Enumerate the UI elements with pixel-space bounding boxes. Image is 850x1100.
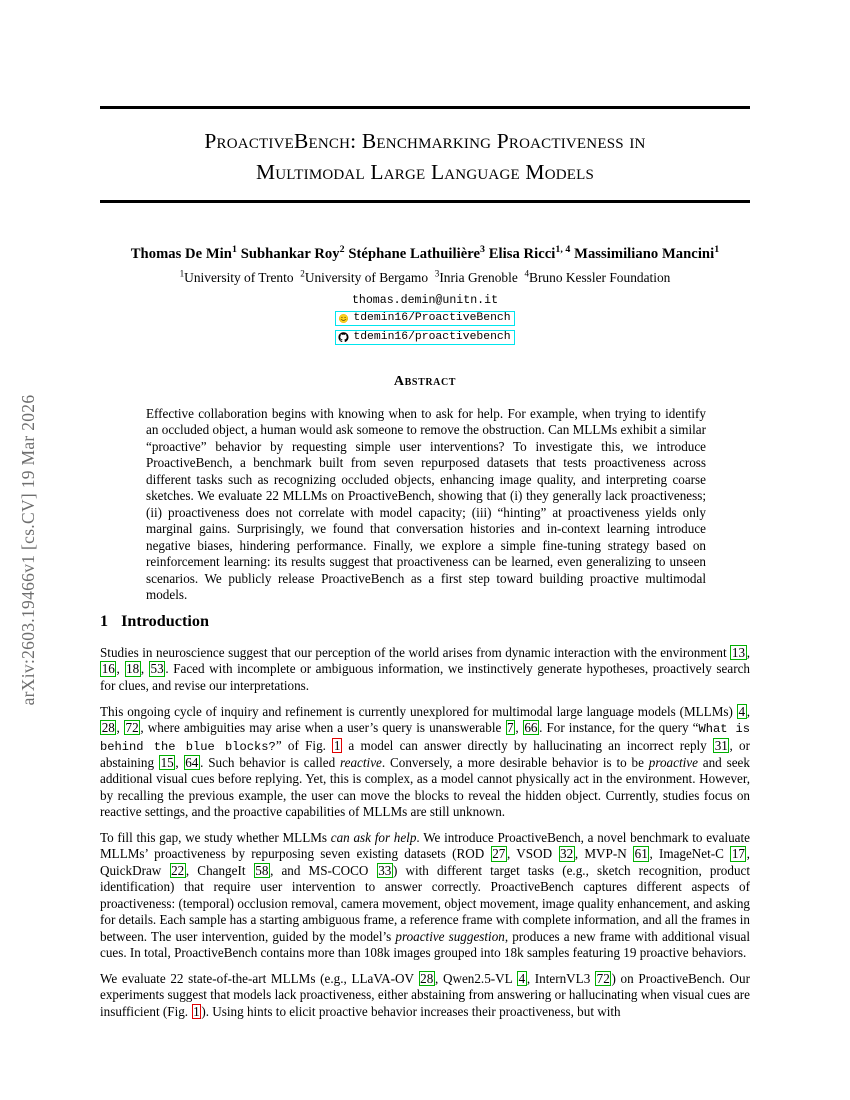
citation-ref[interactable]: 4	[738, 703, 746, 719]
title-line-2: Multimodal Large Language Models	[255, 160, 595, 184]
abstract-body: Effective collaboration begins with knowing when to ask for help. For example, when trying to identify an occluded object, a human would ask someone to remove the obstruction. Can MLLMs exhibit a similar “proactive” behavior by requesting simple user interventions? To investigate this, we introduce ProactiveBench, a benchmark built from seven repurposed datasets that tests proactiveness across different tasks such as recognizing occluded objects, enhancing image quality, and interpreting coarse sketches. We evaluate 22 MLLMs on ProactiveBench, showing that (i) they generally lack proactiveness; (ii) proactiveness does not correlate with model capacity; (iii) “hinting” at proactiveness yields only marginal gains. Surprisingly, we found that conversation histories and in-context learning introduce negative biases, hindering performance. Finally, we explore a simple fine-tuning strategy based on reinforcement learning: its results suggest that proactiveness can be learned, even generalizing to unseen scenarios. We publicly release ProactiveBench as a first step toward building proactive multimodal models.	[146, 406, 706, 602]
paragraph-4	[100, 971, 750, 1020]
abstract-heading: Abstract	[393, 374, 457, 389]
p3-text-i: ) with different target tasks (e.g., sketch recognition, product identification) that require user intervention to answer correctly. ProactiveBench captures different aspects of proactiveness: (temporal) occlusion removal, camera movement, object movement, image quality enhancement, and asking for details. Each sample has a starting ambiguous frame, a reference frame with complete information, and all the frames in between. The user intervention, guided by the model’s	[100, 862, 750, 944]
term-can-ask-for-help: can ask for help	[330, 830, 417, 846]
citation-ref[interactable]: 66	[524, 720, 538, 736]
affil-3-name: Inria Grenoble	[439, 270, 518, 285]
github-badge-label: tdemin16/proactivebench	[353, 331, 511, 343]
citation-ref[interactable]: 22	[171, 862, 185, 878]
citation-ref[interactable]: 53	[150, 661, 164, 677]
huggingface-badge-link[interactable]	[335, 311, 514, 326]
p2-text-h: . Conversely, a more desirable behavior is to be	[381, 754, 649, 770]
author-3: Stéphane Lathuilière	[348, 246, 481, 262]
citation-ref[interactable]: 16	[101, 661, 115, 677]
page-title	[100, 126, 750, 188]
figure-ref[interactable]: 1	[333, 737, 341, 753]
example-query-text: What is behind the blue blocks?	[100, 722, 751, 754]
citation-ref[interactable]: 4	[518, 970, 526, 986]
citation-ref[interactable]: 27	[492, 846, 506, 862]
affil-1-name: University of Trento	[184, 270, 294, 285]
p1-text-a: Studies in neuroscience suggest that our perception of the world arises from dynamic interaction with the environment	[100, 645, 731, 660]
term-proactive: proactive	[648, 754, 698, 770]
affil-2-name: University of Bergamo	[304, 270, 429, 285]
section-title: Introduction	[121, 612, 209, 630]
p3-text-g: , ChangeIt	[185, 862, 254, 878]
p3-text-j: , produces a new frame with additional visual cues. In total, ProactiveBench contains more than 108k images grouped into 18k samples featuring 19 proactive behaviors.	[100, 928, 750, 960]
author-list	[100, 246, 750, 263]
figure-ref[interactable]: 1	[193, 1003, 200, 1019]
term-proactive-suggestion: proactive suggestion	[395, 928, 505, 944]
author-2-affil: 2	[339, 244, 345, 256]
paragraph-2: This ongoing cycle of inquiry and refinement is currently unexplored for multimodal large language models (MLLMs) 4 , 28 , 72 , where ambiguities may arise when a user’s query is unanswerable 7 , 66 . For instance, for the query “What is behind the blue blocks?” of Fig. 1 a model can answer directly by hallucinating an incorrect reply 31 , or abstaining 15 , 64 . Such behavior is called reactive. Conversely, a more desirable behavior is to be proactive and seek additional visual cues before replying. Yet, this is complex, as a model cannot physically act in the environment. However, by recalling the previous example, the user can move the blocks to reveal the hidden object. Currently, studies focus on reactive settings, and the proactive capabilities of MLLMs are still unknown.	[100, 703, 751, 820]
p2-text-i: and seek additional visual cues before replying. Yet, this is complex, as a model cannot physically act in the environment. However, by recalling the previous example, the user can move the blocks to reveal the hidden object. Currently, studies focus on reactive settings, and the proactive capabilities of MLLMs are still unknown.	[100, 754, 750, 820]
term-reactive: reactive	[340, 754, 382, 770]
contact-email[interactable]: thomas.demin@unitn.it	[351, 294, 499, 307]
citation-ref[interactable]: 32	[560, 846, 574, 862]
p3-text-c: , VSOD	[507, 846, 559, 862]
p3-text-h: , and MS-COCO	[270, 862, 377, 878]
citation-ref[interactable]: 58	[255, 862, 269, 878]
affil-2-marker: 2	[300, 268, 305, 279]
p4-text-c: , InternVL3	[526, 970, 595, 986]
p2-text-d: ” of Fig.	[275, 737, 333, 753]
p4-text-b: , Qwen2.5-VL	[434, 970, 517, 986]
affil-4-marker: 4	[524, 268, 530, 279]
citation-ref[interactable]: 33	[378, 862, 392, 878]
p3-text-e: , ImageNet-C	[649, 846, 731, 862]
author-5-affil: 1	[714, 244, 720, 256]
citation-ref[interactable]: 72	[125, 720, 139, 736]
hugging-face-icon	[338, 313, 349, 324]
p3-text-f: , QuickDraw	[100, 846, 750, 878]
author-3-affil: 3	[480, 244, 486, 256]
introduction-body	[100, 645, 750, 1030]
author-4-affil: 1, 4	[555, 244, 571, 256]
citation-ref[interactable]: 28	[420, 970, 434, 986]
citation-ref[interactable]: 18	[126, 661, 140, 677]
citation-ref[interactable]: 15	[160, 754, 174, 770]
citation-ref[interactable]: 72	[596, 970, 610, 986]
author-1-affil: 1	[231, 244, 237, 256]
p4-text-d: ) on ProactiveBench. Our experiments suggest that models lack proactiveness, either abstaining from answering or hallucinating when visual cues are insufficient (Fig.	[100, 970, 750, 1019]
arxiv-stamp: arXiv:2603.19466v1 [cs.CV] 19 Mar 2026	[17, 394, 38, 706]
github-badge-row	[100, 330, 750, 345]
section-number: 1	[100, 612, 109, 630]
section-heading-introduction	[100, 612, 750, 631]
github-icon	[338, 332, 349, 343]
author-2: Subhankar Roy	[240, 246, 340, 262]
paragraph-3	[100, 830, 750, 961]
citation-ref[interactable]: 7	[507, 720, 514, 736]
affil-3-marker: 3	[434, 268, 440, 279]
citation-ref[interactable]: 28	[101, 720, 115, 736]
p3-text-d: , MVP-N	[574, 846, 633, 862]
p2-text-c: . For instance, for the query “	[539, 720, 699, 736]
p4-text-a: We evaluate 22 state-of-the-art MLLMs (e.g., LLaVA-OV	[100, 970, 419, 986]
affil-4-name: Bruno Kessler Foundation	[529, 270, 671, 285]
affiliation-list	[100, 270, 750, 286]
citation-ref[interactable]: 17	[731, 846, 745, 862]
citation-ref[interactable]: 64	[185, 754, 199, 770]
citation-ref[interactable]: 61	[634, 846, 648, 862]
p2-text-g: . Such behavior is called	[200, 754, 341, 770]
title-line-1: ProactiveBench: Benchmarking Proactiveness in	[204, 129, 646, 153]
author-4: Elisa Ricci	[488, 246, 556, 262]
title-rule-bottom	[100, 200, 750, 203]
author-5: Massimiliano Mancini	[574, 246, 715, 262]
p2-text-a: This ongoing cycle of inquiry and refinement is currently unexplored for multimodal large language models (MLLMs)	[100, 703, 737, 719]
p3-text-b: . We introduce ProactiveBench, a novel benchmark to evaluate MLLMs’ proactiveness by repurposing seven existing datasets (ROD	[100, 830, 750, 862]
title-rule-top	[100, 106, 750, 109]
p2-text-e: a model can answer directly by hallucinating an incorrect reply	[342, 737, 713, 753]
citation-ref[interactable]: 31	[714, 737, 728, 753]
author-1: Thomas De Min	[130, 246, 232, 262]
huggingface-badge-label: tdemin16/ProactiveBench	[353, 312, 511, 324]
citation-ref[interactable]: 13	[731, 645, 746, 660]
p2-text-b: , where ambiguities may arise when a user’s query is unanswerable	[140, 720, 506, 736]
huggingface-badge-row	[100, 311, 750, 326]
p4-text-e: ). Using hints to elicit proactive behavior increases their proactiveness, but with	[201, 1003, 621, 1019]
github-badge-link[interactable]	[335, 330, 514, 345]
paper-content	[100, 0, 750, 1100]
affil-1-marker: 1	[179, 268, 185, 279]
p1-text-b: . Faced with incomplete or ambiguous information, we instinctively generate hypotheses, proactively search for clues, and revise our interpretations.	[100, 661, 750, 693]
paragraph-1: Studies in neuroscience suggest that our perception of the world arises from dynamic interaction with the environment 13 , 16 , 18 , 53 . Faced with incomplete or ambiguous information, we instinctively generate hypotheses, proactively search for clues, and revise our interpretations.	[100, 645, 750, 693]
p2-text-f: , or abstaining	[100, 737, 750, 770]
p3-text-a: To fill this gap, we study whether MLLMs	[100, 830, 331, 846]
